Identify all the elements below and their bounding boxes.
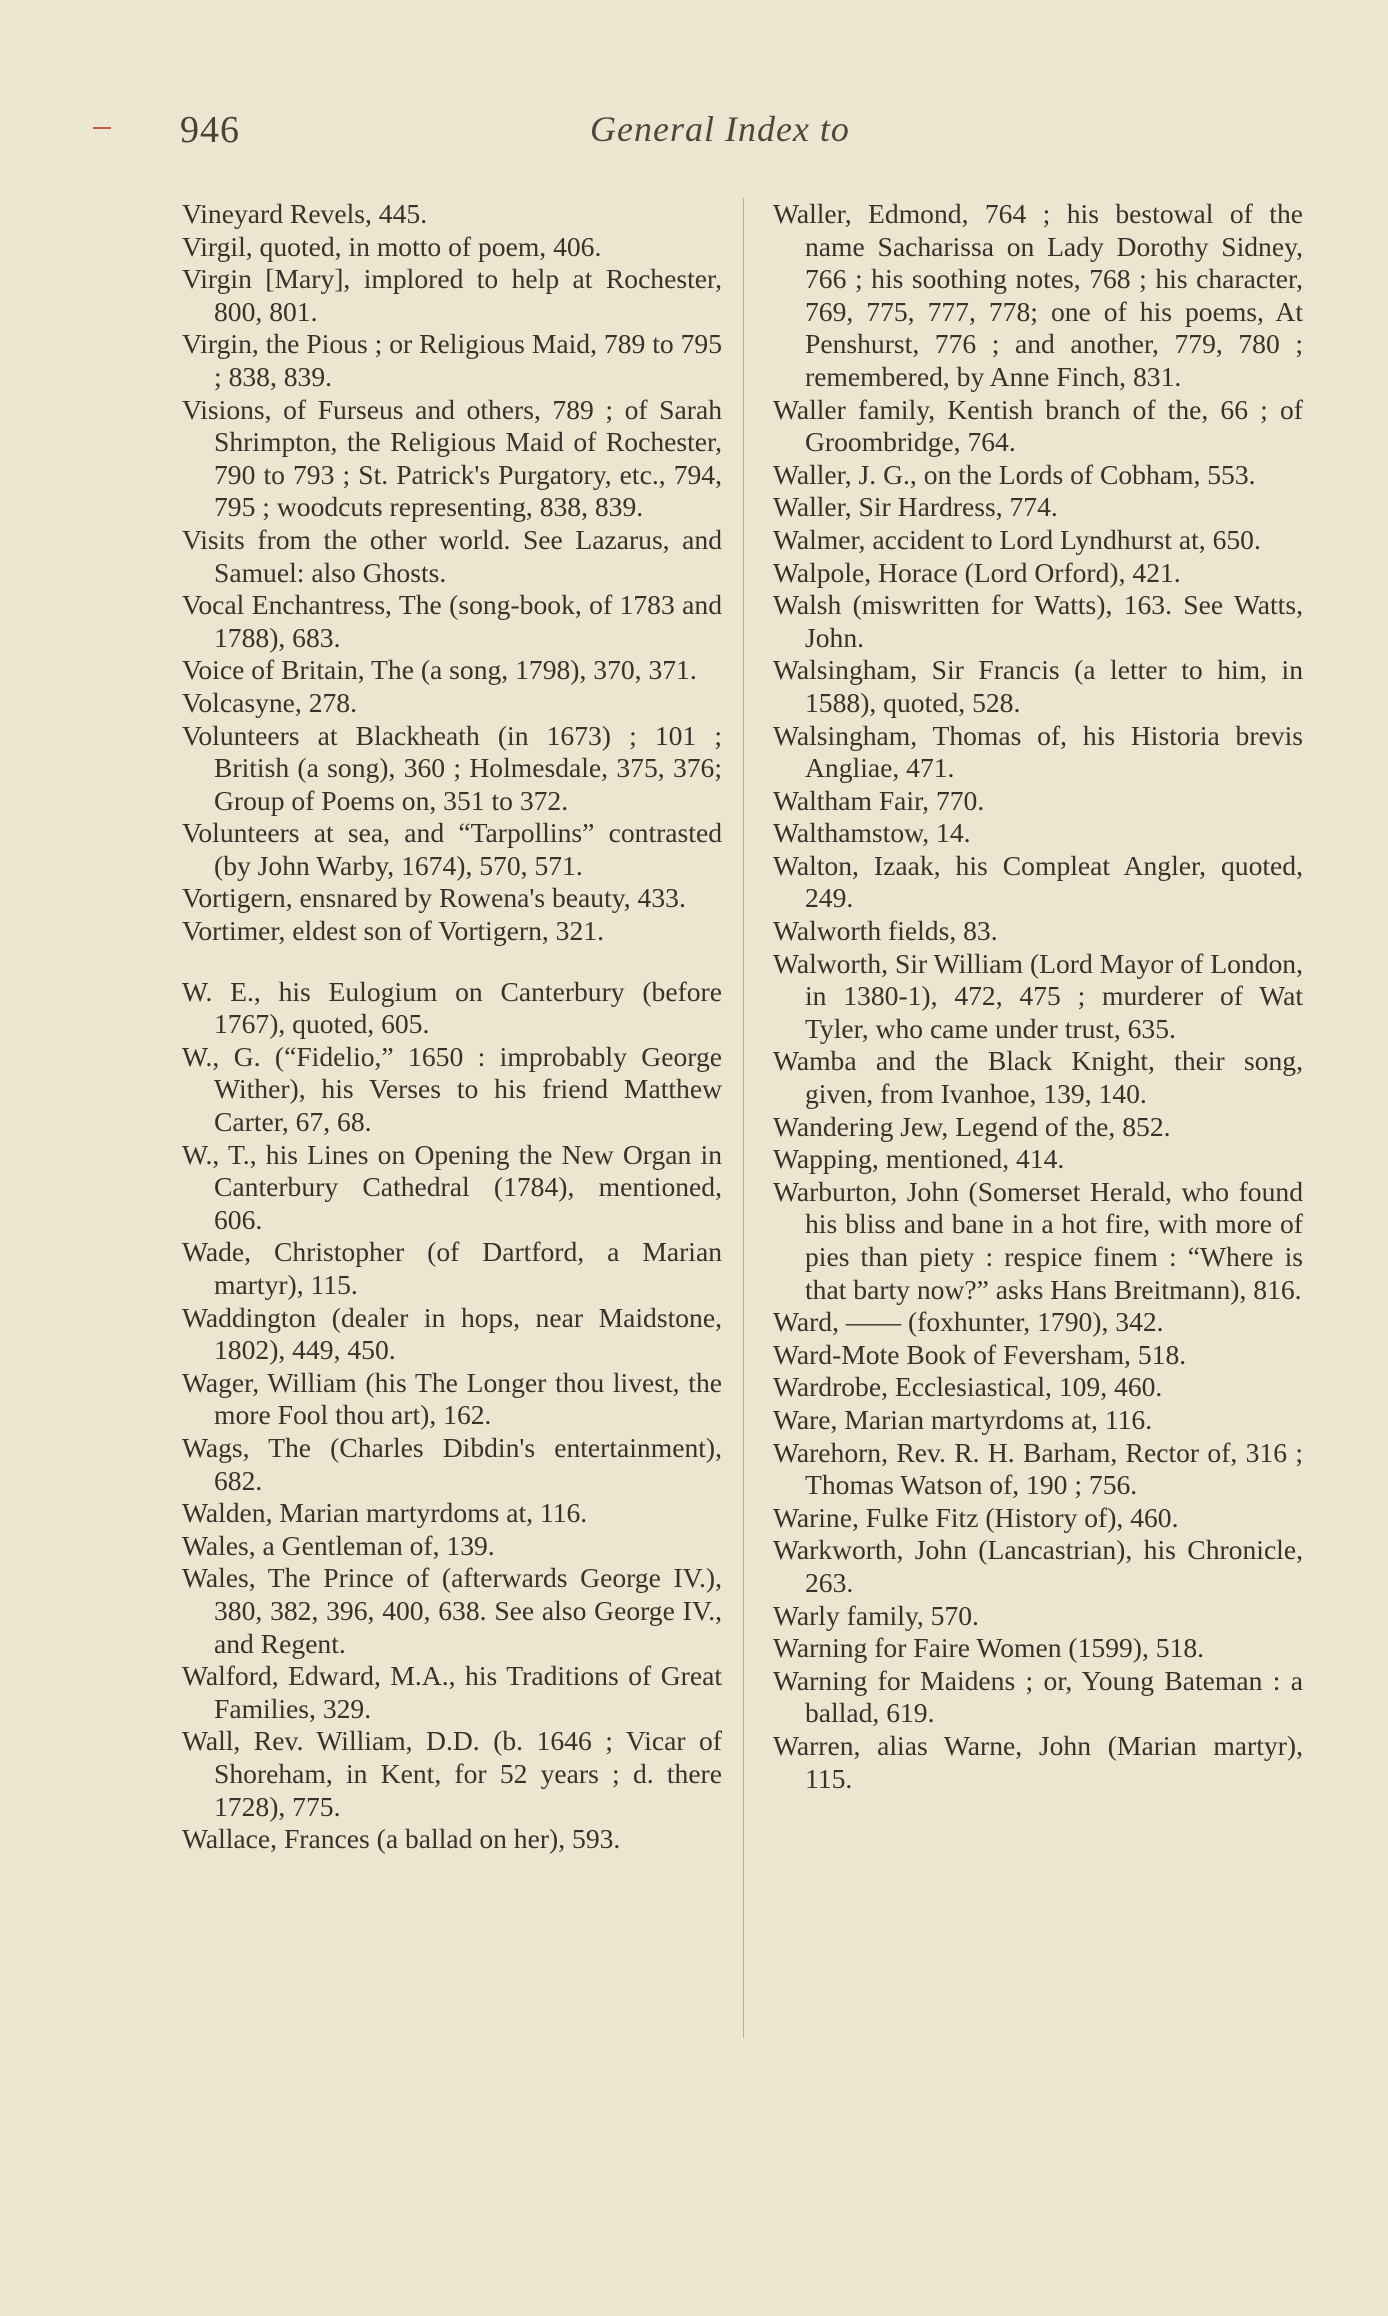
index-entry: Visions, of Furseus and others, 789 ; of Sarah Shrimpton, the Religious Maid of Rochester, 790 to 793 ; St. Patrick's Purgatory, etc., 794, 795 ; woodcuts representing, 838, 839.	[182, 393, 722, 523]
index-entry: Virgin, the Pious ; or Religious Maid, 789 to 795 ; 838, 839.	[182, 328, 722, 392]
index-entry: Warehorn, Rev. R. H. Barham, Rector of, 316 ; Thomas Watson of, 190 ; 756.	[773, 1436, 1303, 1501]
index-entry: Wales, The Prince of (afterwards George IV.), 380, 382, 396, 400, 638. See also George IV., and Regent.	[182, 1562, 722, 1659]
index-entry: Waddington (dealer in hops, near Maidstone, 1802), 449, 450.	[182, 1301, 722, 1366]
index-entry: Virgin [Mary], implored to help at Rochester, 800, 801.	[182, 263, 722, 327]
index-entry: Ward-Mote Book of Feversham, 518.	[773, 1338, 1187, 1370]
page-number: 946	[180, 109, 240, 151]
index-entry: Walton, Izaak, his Compleat Angler, quoted, 249.	[773, 849, 1303, 914]
index-entry: Virgil, quoted, in motto of poem, 406.	[182, 230, 602, 262]
index-entry: Voice of Britain, The (a song, 1798), 370, 371.	[182, 654, 697, 686]
index-entry: Vineyard Revels, 445.	[182, 198, 428, 229]
index-entry: Wardrobe, Ecclesiastical, 109, 460.	[773, 1371, 1163, 1403]
index-entry: Wales, a Gentleman of, 139.	[182, 1529, 495, 1561]
index-entry: Visits from the other world. See Lazarus, and Samuel: also Ghosts.	[182, 523, 722, 588]
index-entry: Wager, William (his The Longer thou livest, the more Fool thou art), 162.	[182, 1366, 722, 1431]
index-entry: Walford, Edward, M.A., his Traditions of Great Families, 329.	[182, 1660, 722, 1724]
index-entry: Walmer, accident to Lord Lyndhurst at, 650.	[773, 523, 1261, 555]
index-entry: Wags, The (Charles Dibdin's entertainment), 682.	[182, 1431, 722, 1496]
index-entry: Wandering Jew, Legend of the, 852.	[773, 1110, 1171, 1142]
index-entry: Waller family, Kentish branch of the, 66 ; of Groombridge, 764.	[773, 393, 1303, 458]
running-head: General Index to	[590, 109, 850, 149]
index-column-left	[182, 198, 722, 1856]
index-column-right	[773, 198, 1303, 1795]
index-entry: W., G. (“Fidelio,” 1650 : improbably George Wither), his Verses to his friend Matthew Carter, 67, 68.	[182, 1040, 722, 1138]
index-entry: Waltham Fair, 770.	[773, 784, 985, 816]
index-entry: W., T., his Lines on Opening the New Organ in Canterbury Cathedral (1784), mentioned, 606.	[182, 1138, 722, 1235]
index-entry: Wallace, Frances (a ballad on her), 593.	[182, 1823, 621, 1855]
index-entry: Warly family, 570.	[773, 1599, 979, 1631]
index-entry: Volunteers at sea, and “Tarpollins” contrasted (by John Warby, 1674), 570, 571.	[182, 817, 722, 881]
index-entry: Vortimer, eldest son of Vortigern, 321.	[182, 915, 604, 947]
index-entry: Walworth, Sir William (Lord Mayor of London, in 1380-1), 472, 475 ; murderer of Wat Tyler, who came under trust, 635.	[773, 947, 1303, 1044]
column-divider	[743, 198, 744, 2038]
index-entry-drop-cap: W. E., his Eulogium on Canterbury (before 1767), quoted, 605.	[182, 975, 722, 1040]
section-gap	[182, 948, 722, 976]
index-entry: Walden, Marian martyrdoms at, 116.	[182, 1497, 588, 1529]
index-entry: Warren, alias Warne, John (Marian martyr), 115.	[773, 1729, 1303, 1794]
index-entry: Wade, Christopher (of Dartford, a Marian martyr), 115.	[182, 1236, 722, 1300]
index-entry: Warkworth, John (Lancastrian), his Chronicle, 263.	[773, 1534, 1303, 1598]
index-entry: Walsingham, Thomas of, his Historia brevis Angliae, 471.	[773, 719, 1303, 784]
margin-mark	[93, 127, 111, 129]
index-entry: Wamba and the Black Knight, their song, given, from Ivanhoe, 139, 140.	[773, 1045, 1303, 1110]
page-header	[180, 108, 1310, 158]
index-entry: Waller, Sir Hardress, 774.	[773, 491, 1058, 523]
index-entry: Warning for Maidens ; or, Young Bateman : a ballad, 619.	[773, 1664, 1303, 1729]
index-entry: Ware, Marian martyrdoms at, 116.	[773, 1403, 1153, 1435]
index-entry: Warine, Fulke Fitz (History of), 460.	[773, 1501, 1179, 1533]
index-entry: Warburton, John (Somerset Herald, who found his bliss and bane in a hot fire, with more of pies than piety : respice finem : “Where is that barty now?” asks Hans Breitmann), 816.	[773, 1175, 1303, 1305]
index-entry: Waller, Edmond, 764 ; his bestowal of the name Sacharissa on Lady Dorothy Sidney, 766 ; his soothing notes, 768 ; his character, 769, 775, 777, 778; one of his poems, At Penshurst, 776 ; and another, 779, 780 ; remembered, by Anne Finch, 831.	[773, 198, 1303, 392]
index-entry: Walworth fields, 83.	[773, 915, 998, 947]
index-entry: Walsingham, Sir Francis (a letter to him, in 1588), quoted, 528.	[773, 654, 1303, 718]
index-entry: Volcasyne, 278.	[182, 686, 357, 718]
index-entry: Walsh (miswritten for Watts), 163. See Watts, John.	[773, 589, 1303, 653]
index-entry: Walthamstow, 14.	[773, 817, 971, 849]
index-entry: Waller, J. G., on the Lords of Cobham, 553.	[773, 458, 1256, 490]
index-entry: Wapping, mentioned, 414.	[773, 1143, 1065, 1175]
index-entry: Vocal Enchantress, The (song-book, of 1783 and 1788), 683.	[182, 589, 722, 653]
index-entry: Vortigern, ensnared by Rowena's beauty, 433.	[182, 882, 686, 914]
index-entry: Warning for Faire Women (1599), 518.	[773, 1632, 1205, 1664]
index-entry: Wall, Rev. William, D.D. (b. 1646 ; Vicar of Shoreham, in Kent, for 52 years ; d. there 1728), 775.	[182, 1725, 722, 1822]
index-entry: Walpole, Horace (Lord Orford), 421.	[773, 556, 1181, 588]
index-entry: Volunteers at Blackheath (in 1673) ; 101 ; British (a song), 360 ; Holmesdale, 375, 376; Group of Poems on, 351 to 372.	[182, 719, 722, 816]
index-entry: Ward, —— (foxhunter, 1790), 342.	[773, 1306, 1164, 1338]
